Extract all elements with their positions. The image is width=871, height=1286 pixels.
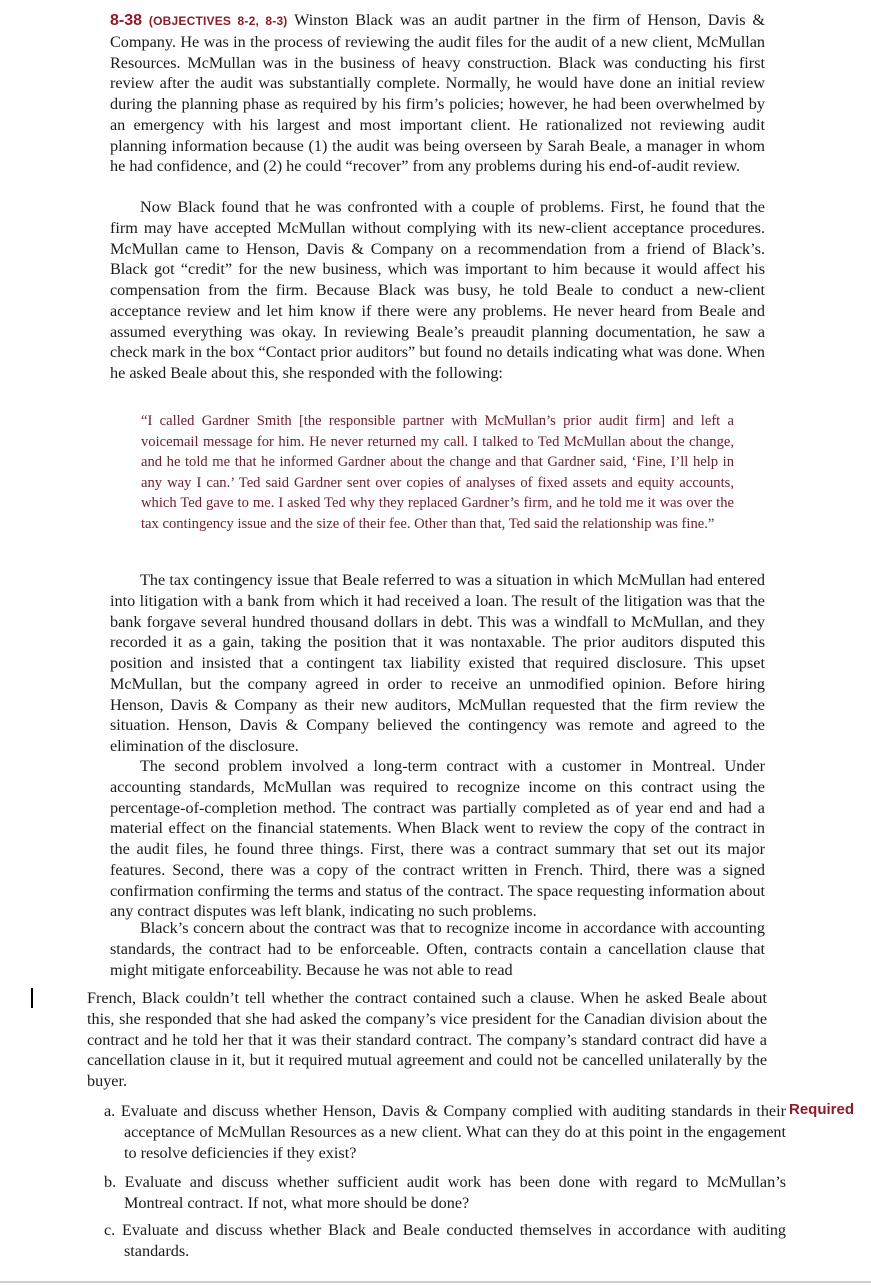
paragraph-2: Now Black found that he was confronted with a couple of problems. First, he found that the firm may have accepted McMullan without complying with its new-client acceptance procedures. McMullan came to Henson, Davis & Company on a recommendation from a friend of Black’s. Black got “credit” for the new business, which was important to him because it would affect his compensation from the firm. Because Black was busy, he told Beale to conduct a new-client acceptance review and let him know if there were any problems. He never heard from Beale and assumed everything was okay. In reviewing Beale’s preaudit planning documentation, he saw a check mark in the box “Contact prior auditors” but found no details indicating what was done. When he asked Beale about this, she responded with the following: [110, 198, 765, 382]
text-cursor [31, 988, 33, 1008]
paragraph-4: The second problem involved a long-term contract with a customer in Montreal. Under accounting standards, McMullan was required to recognize income on this contract using the percentage-of-completion method. The contract was partially completed as of year end and had a material effect on the financial statements. When Black went to review the copy of the contract in the audit files, he found three things. First, there was a contract summary that set out its major features. Second, there was a copy of the contract written in French. Third, there was a signed confirmation confirming the terms and status of the contract. The space requesting information about any contract disputes was left blank, indicating no such problems. [110, 757, 765, 921]
paragraph-5-part-a: Black’s concern about the contract was that to recognize income in accordance with accounting standards, the contract had to be enforceable. Often, contracts contain a cancellation clause that might mitigate enforceability. Because he was not able to read [110, 919, 765, 979]
question-c [104, 1220, 786, 1262]
question-b-text: Evaluate and discuss whether sufficient audit work has been done with regard to McMullan’s Montreal contract. If not, what more should be done? [124, 1173, 787, 1212]
required-label: Required [789, 1101, 855, 1118]
question-a-text: Evaluate and discuss whether Henson, Davis & Company complied with auditing standards in their acceptance of McMullan Resources as a new client. What can they do at this point in the engagement to resolve deficiencies if they exist? [120, 1102, 786, 1162]
beale-quote: “I called Gardner Smith [the responsible partner with McMullan’s prior audit firm] and left a voicemail message for him. He never returned my call. I talked to Ted McMullan about the change, and he told me that he informed Gardner about the change and that Gardner said, ‘Fine, I’ll help in any way I can.’ Ted said Gardner sent over copies of analyses of fixed assets and equity accounts, which Ted gave to me. I asked Ted why they replaced Gardner’s firm, and he told me it was over the tax contingency issue and the size of their fee. Other than that, Ted said the relationship was fine.” [141, 413, 734, 532]
question-c-text: Evaluate and discuss whether Black and Beale conducted themselves in accordance with auditing standards. [122, 1221, 787, 1260]
question-c-letter: c. [104, 1221, 116, 1239]
page-bottom-divider [0, 1281, 871, 1283]
paragraph-1-text: Winston Black was an audit partner in the firm of Henson, Davis & Company. He was in the process of reviewing the audit files for the audit of a new client, McMullan Resources. McMullan was in the business of heavy construction. Black was conducting his first review after the audit was substantially complete. Normally, he would have done an initial review during the planning phase as required by his firm’s policies; however, he had been overwhelmed by an emergency with his largest and most important client. He rationalized not reviewing audit planning information because (1) the audit was being overseen by Sarah Beale, a manager in whom he had confidence, and (2) he could “recover” from any problems during his end-of-audit review. [110, 11, 765, 176]
paragraph-5-part-b: French, Black couldn’t tell whether the contract contained such a clause. When he asked Beale about this, she responded that she had asked the company’s vice president for the Canadian division about the contract and he told her that it was their standard contract. The company’s standard contract did have a cancellation clause in it, but it required mutual agreement and could not be cancelled unilaterally by the buyer. [87, 989, 767, 1090]
question-b-letter: b. [104, 1173, 117, 1191]
paragraph-3: The tax contingency issue that Beale referred to was a situation in which McMullan had entered into litigation with a bank from which it had received a loan. The result of the litigation was that the bank forgave several hundred thousand dollars in debt. This was a windfall to McMullan, and they recorded it as a gain, taking the position that it was nontaxable. The prior auditors disputed this position and insisted that a contingent tax liability existed that required disclosure. This upset McMullan, but the company agreed in order to receive an unmodified opinion. Before hiring Henson, Davis & Company as their new auditors, McMullan requested that the firm review the situation. Henson, Davis & Company believed the contingency was remote and agreed to the elimination of the disclosure. [110, 571, 765, 755]
question-a-letter: a. [104, 1102, 116, 1120]
problem-objectives: (OBJECTIVES 8-2, 8-3) [148, 14, 288, 28]
question-a [104, 1101, 786, 1163]
question-b [104, 1172, 786, 1214]
problem-intro-paragraph [110, 10, 765, 177]
problem-number: 8-38 [110, 12, 143, 29]
